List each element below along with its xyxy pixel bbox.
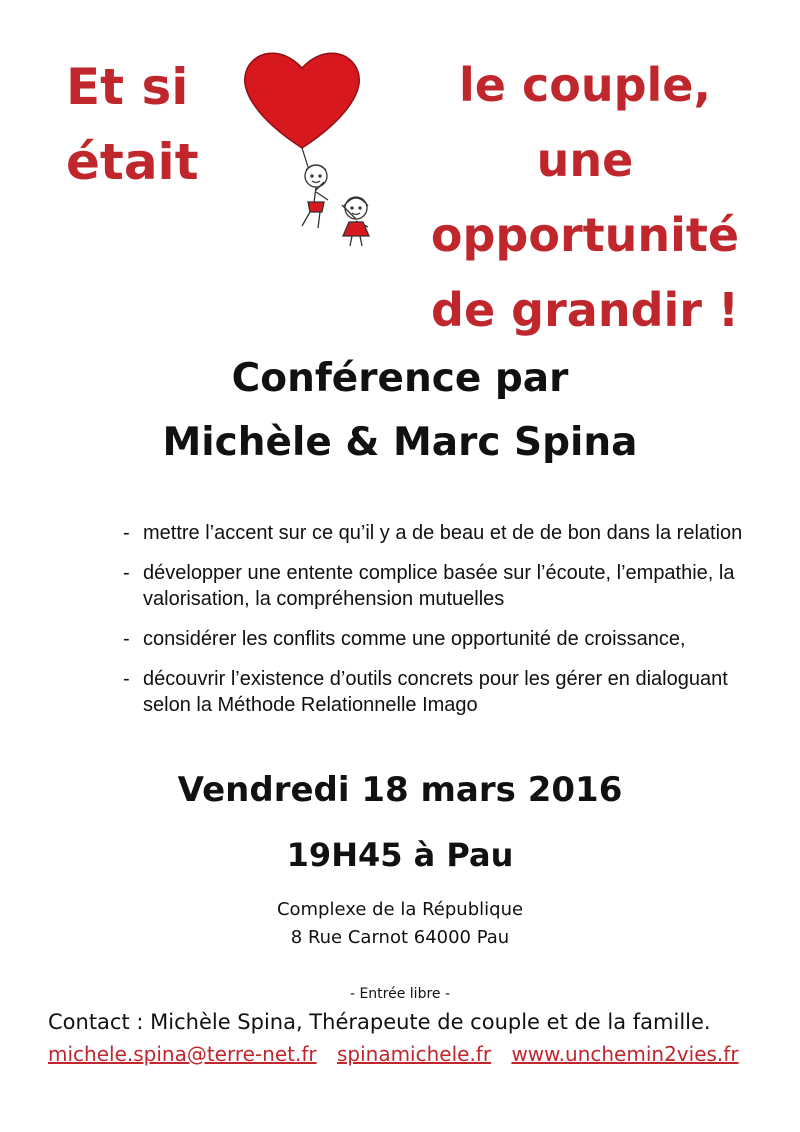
event-date: Vendredi 18 mars 2016 bbox=[177, 770, 623, 810]
bullet-text: mettre l’accent sur ce qu’il y a de beau et de de bon dans la relation bbox=[143, 522, 743, 544]
boy-figure bbox=[302, 165, 328, 228]
handle-link[interactable]: spinamichele.fr bbox=[336, 1042, 492, 1066]
title-left-line2: était bbox=[66, 133, 199, 191]
title-left-line1: Et si bbox=[66, 58, 189, 116]
list-item bbox=[123, 520, 763, 546]
heart-balloon-illustration bbox=[236, 40, 396, 250]
event-venue: Complexe de la République bbox=[276, 899, 524, 920]
bullet-text: découvrir l’existence d’outils concrets pour les gérer en dialoguant selon la Méthode Relationnelle Imago bbox=[143, 668, 728, 716]
contact-links bbox=[48, 1042, 753, 1066]
bullet-dash: - bbox=[123, 628, 130, 650]
bullet-dash: - bbox=[123, 522, 130, 544]
title-right-line4: de grandir ! bbox=[431, 283, 739, 337]
title-right-line3: opportunité bbox=[430, 208, 740, 262]
girl-figure bbox=[342, 197, 369, 246]
list-item bbox=[123, 560, 763, 612]
entry-note: - Entrée libre - bbox=[349, 986, 451, 1002]
bullet-list bbox=[123, 520, 763, 732]
list-item bbox=[123, 626, 763, 652]
bullet-text: développer une entente complice basée sur l’écoute, l’empathie, la valorisation, la compréhension mutuelles bbox=[143, 562, 735, 610]
bullet-dash: - bbox=[123, 562, 130, 584]
heart-icon bbox=[245, 53, 359, 148]
bullet-text: considérer les conflits comme une opportunité de croissance, bbox=[143, 628, 686, 650]
website-link[interactable]: www.unchemin2vies.fr bbox=[511, 1042, 739, 1066]
list-item bbox=[123, 666, 763, 718]
heading-line1: Conférence par bbox=[231, 356, 569, 401]
email-link[interactable]: michele.spina@terre-net.fr bbox=[48, 1042, 317, 1066]
bullet-dash: - bbox=[123, 668, 130, 690]
event-time: 19H45 à Pau bbox=[286, 836, 514, 874]
title-right-line1: le couple, bbox=[459, 58, 711, 112]
heading-line2: Michèle & Marc Spina bbox=[162, 420, 638, 465]
event-address: 8 Rue Carnot 64000 Pau bbox=[290, 927, 510, 948]
title-right-line2: une bbox=[536, 133, 634, 187]
contact-line: Contact : Michèle Spina, Thérapeute de couple et de la famille. bbox=[48, 1010, 711, 1034]
